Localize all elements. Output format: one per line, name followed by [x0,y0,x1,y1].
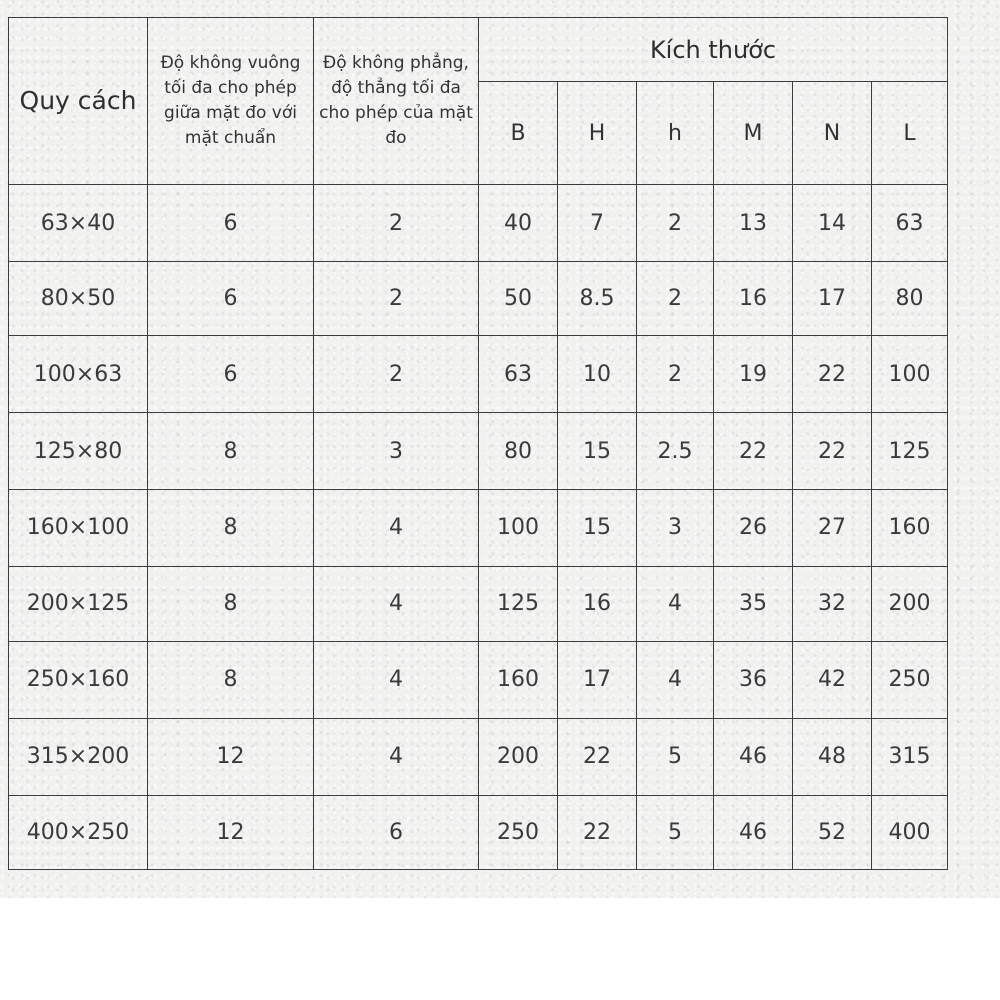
header-dim-N: N [793,82,872,185]
cell-squareness: 6 [148,262,314,336]
table-row [9,336,948,413]
cell-M: 46 [714,718,793,795]
cell-B: 200 [479,718,558,795]
cell-B: 40 [479,185,558,262]
header-dim-B: B [479,82,558,185]
cell-spec: 315×200 [9,718,148,795]
cell-h: 5 [637,795,714,869]
cell-flatness: 6 [314,795,479,869]
cell-spec: 160×100 [9,490,148,566]
cell-N: 14 [793,185,872,262]
cell-squareness: 6 [148,336,314,413]
cell-flatness: 4 [314,718,479,795]
cell-h: 5 [637,718,714,795]
cell-H: 22 [558,718,637,795]
header-flatness: Độ không phẳng, độ thẳng tối đa cho phép của mặt đo [314,18,479,185]
cell-flatness: 2 [314,262,479,336]
cell-B: 160 [479,641,558,718]
cell-h: 2 [637,262,714,336]
cell-h: 2.5 [637,413,714,490]
header-dim-L: L [872,82,948,185]
cell-M: 13 [714,185,793,262]
cell-h: 4 [637,566,714,641]
table-row [9,566,948,641]
cell-h: 3 [637,490,714,566]
cell-B: 63 [479,336,558,413]
cell-H: 7 [558,185,637,262]
cell-squareness: 8 [148,490,314,566]
cell-squareness: 6 [148,185,314,262]
cell-M: 22 [714,413,793,490]
cell-flatness: 3 [314,413,479,490]
cell-M: 16 [714,262,793,336]
cell-N: 42 [793,641,872,718]
cell-N: 32 [793,566,872,641]
cell-squareness: 8 [148,566,314,641]
cell-H: 15 [558,490,637,566]
header-dim-h: h [637,82,714,185]
cell-spec: 125×80 [9,413,148,490]
cell-N: 22 [793,336,872,413]
cell-M: 26 [714,490,793,566]
cell-B: 50 [479,262,558,336]
table-row [9,490,948,566]
cell-H: 8.5 [558,262,637,336]
cell-L: 125 [872,413,948,490]
cell-h: 4 [637,641,714,718]
cell-H: 17 [558,641,637,718]
cell-squareness: 12 [148,795,314,869]
cell-L: 160 [872,490,948,566]
cell-L: 315 [872,718,948,795]
header-dim-M: M [714,82,793,185]
cell-L: 250 [872,641,948,718]
table-header [9,18,948,185]
cell-spec: 100×63 [9,336,148,413]
cell-L: 63 [872,185,948,262]
cell-h: 2 [637,185,714,262]
cell-H: 10 [558,336,637,413]
header-dim-H: H [558,82,637,185]
cell-flatness: 2 [314,185,479,262]
cell-M: 35 [714,566,793,641]
cell-L: 200 [872,566,948,641]
cell-B: 100 [479,490,558,566]
cell-spec: 63×40 [9,185,148,262]
cell-B: 250 [479,795,558,869]
cell-H: 16 [558,566,637,641]
cell-h: 2 [637,336,714,413]
header-spec: Quy cách [9,18,148,185]
cell-squareness: 8 [148,641,314,718]
table-row [9,795,948,869]
cell-N: 48 [793,718,872,795]
cell-flatness: 4 [314,490,479,566]
cell-H: 15 [558,413,637,490]
cell-N: 22 [793,413,872,490]
cell-squareness: 8 [148,413,314,490]
spec-table [8,17,948,870]
header-dimensions-group: Kích thước [479,18,948,82]
table-row [9,262,948,336]
cell-B: 80 [479,413,558,490]
cell-flatness: 4 [314,641,479,718]
cell-L: 100 [872,336,948,413]
table-row [9,185,948,262]
cell-spec: 80×50 [9,262,148,336]
cell-N: 52 [793,795,872,869]
cell-N: 27 [793,490,872,566]
cell-spec: 200×125 [9,566,148,641]
cell-L: 80 [872,262,948,336]
table-row [9,413,948,490]
table-row [9,718,948,795]
cell-squareness: 12 [148,718,314,795]
cell-B: 125 [479,566,558,641]
table-body [9,185,948,870]
cell-L: 400 [872,795,948,869]
cell-M: 19 [714,336,793,413]
cell-M: 46 [714,795,793,869]
header-row-1 [9,18,948,82]
header-squareness: Độ không vuông tối đa cho phép giữa mặt đo với mặt chuẩn [148,18,314,185]
cell-spec: 400×250 [9,795,148,869]
table-row [9,641,948,718]
cell-flatness: 4 [314,566,479,641]
cell-flatness: 2 [314,336,479,413]
cell-spec: 250×160 [9,641,148,718]
cell-H: 22 [558,795,637,869]
cell-M: 36 [714,641,793,718]
cell-N: 17 [793,262,872,336]
